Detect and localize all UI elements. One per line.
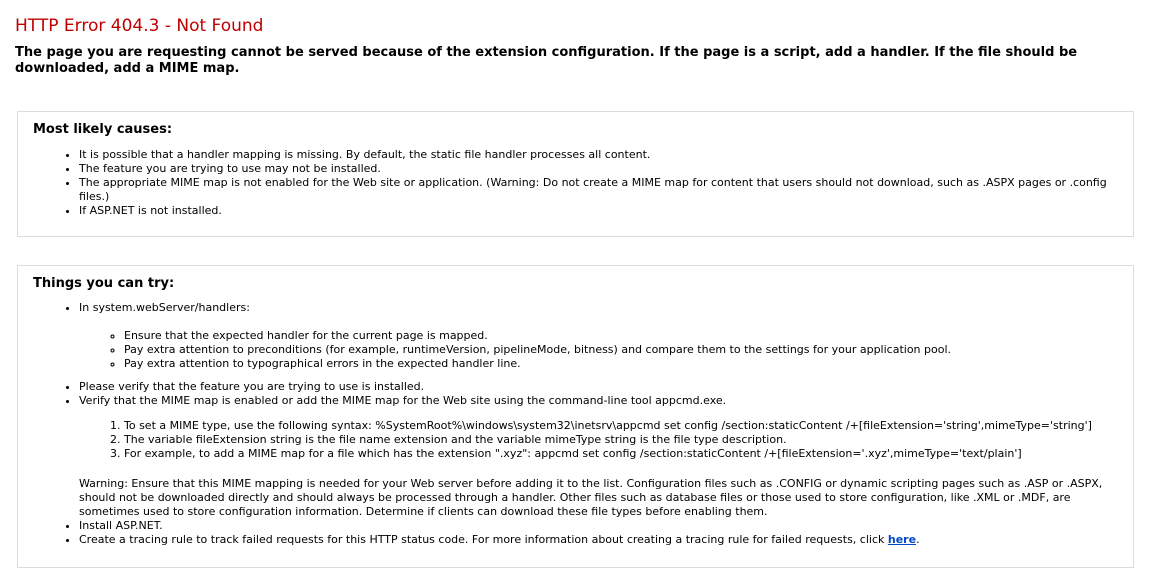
try-item bbox=[79, 533, 1118, 547]
try-item: • Please verify that the feature you are trying to use is installed. bbox=[79, 380, 1118, 394]
cause-item: • The feature you are trying to use may not be installed. bbox=[79, 162, 1118, 176]
error-header bbox=[0, 0, 1155, 77]
likely-causes-section bbox=[17, 111, 1134, 237]
try-item: • Install ASP.NET. bbox=[79, 519, 1118, 533]
sub-item: ◦ Pay extra attention to typographical errors in the expected handler line. bbox=[124, 357, 1118, 371]
sub-item: ◦ Ensure that the expected handler for the current page is mapped. bbox=[124, 329, 1118, 343]
cause-item: • The appropriate MIME map is not enabled for the Web site or application. (Warning: Do not create a MIME map for content that users should not download, such as .ASPX pages or .config files.) bbox=[79, 176, 1118, 204]
step-item: 3. For example, to add a MIME map for a file which has the extension ".xyz": appcmd set config /section:staticContent /+[fileExtension='.xyz',mimeType='text/plain'] bbox=[124, 447, 1118, 461]
sub-item: ◦ Pay extra attention to preconditions (for example, runtimeVersion, pipelineMode, bitness) and compare them to the settings for your application pool. bbox=[124, 343, 1118, 357]
likely-causes-list bbox=[79, 148, 1118, 218]
tracing-rule-text: Create a tracing rule to track failed requests for this HTTP status code. For more information about creating a tracing rule for failed requests, click bbox=[79, 533, 888, 546]
handler-sub-list bbox=[124, 329, 1118, 371]
things-to-try-list bbox=[79, 301, 1118, 547]
likely-causes-heading: Most likely causes: bbox=[33, 122, 173, 137]
try-item bbox=[79, 301, 1118, 371]
mime-warning: Warning: Ensure that this MIME mapping is needed for your Web server before adding it to the list. Configuration files such as .CONFIG or dynamic scripting pages such as .ASP or .ASPX, should not be downloaded directly and should always be processed through a handler. Other files such as database files or those used to store configuration, like .XML or .MDF, are sometimes used to store configuration information. Determine if clients can download these file types before enabling them. bbox=[79, 477, 1103, 518]
step-item: 2. The variable fileExtension string is the file name extension and the variable mimeType string is the file type description. bbox=[124, 433, 1118, 447]
tracing-rule-end: . bbox=[916, 533, 920, 546]
error-subtitle: The page you are requesting cannot be served because of the extension configuration. If the page is a script, add a handler. If the file should be downloaded, add a MIME map. bbox=[15, 45, 1078, 76]
cause-item: • It is possible that a handler mapping is missing. By default, the static file handler processes all content. bbox=[79, 148, 1118, 162]
error-title: HTTP Error 404.3 - Not Found bbox=[15, 16, 264, 36]
step-item: 1. To set a MIME type, use the following syntax: %SystemRoot%\windows\system32\inetsrv\appcmd set config /section:staticContent /+[fileExtension='string',mimeType='string'] bbox=[124, 419, 1118, 433]
things-to-try-heading: Things you can try: bbox=[33, 276, 175, 291]
try-item-text: In system.webServer/handlers: bbox=[79, 301, 250, 314]
tracing-rule-here-link[interactable]: here bbox=[887, 533, 917, 546]
things-to-try-section bbox=[17, 265, 1134, 568]
cause-item: • If ASP.NET is not installed. bbox=[79, 204, 1118, 218]
try-item-text: Verify that the MIME map is enabled or add the MIME map for the Web site using the command-line tool appcmd.exe. bbox=[79, 394, 727, 407]
try-item bbox=[79, 394, 1118, 519]
mime-steps-list bbox=[124, 419, 1118, 461]
